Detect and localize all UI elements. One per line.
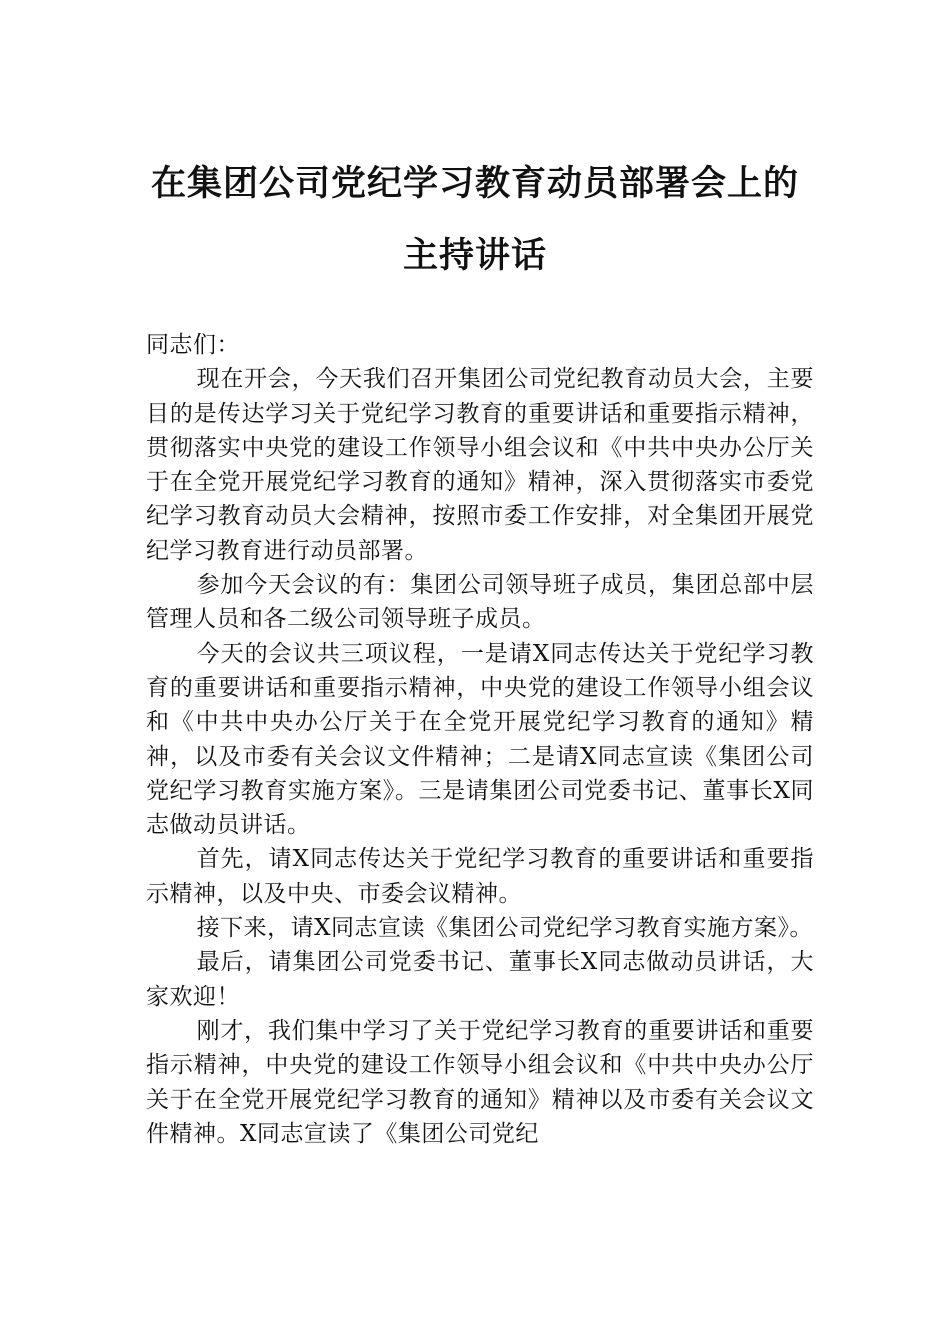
paragraph-summary: 刚才，我们集中学习了关于党纪学习教育的重要讲话和重要指示精神，中央党的建设工作领导小组会议和《中共中央办公厅关于在全党开展党纪学习教育的通知》精神以及市委有关会议文件精神。X同志宣读了《集团公司党纪	[146, 1017, 814, 1147]
salutation: 同志们：	[146, 332, 240, 358]
paragraph-first-item: 首先，请X同志传达关于党纪学习教育的重要讲话和重要指示精神，以及中央、市委会议精神。	[146, 846, 814, 907]
paragraph-second-item: 接下来，请X同志宣读《集团公司党纪学习教育实施方案》。	[196, 915, 813, 942]
document-title-line-2: 主持讲话	[402, 235, 547, 276]
document-body	[146, 328, 814, 1151]
paragraph-agenda: 今天的会议共三项议程，一是请X同志传达关于党纪学习教育的重要讲话和重要指示精神，中央党的建设工作领导小组会议和《中共中央办公厅关于在全党开展党纪学习教育的通知》精神，以及市委有关会议文件精神；二是请X同志宣读《集团公司党纪学习教育实施方案》。三是请集团公司党委书记、董事长X同志做动员讲话。	[146, 640, 814, 839]
paragraph-third-item: 最后，请集团公司党委书记、董事长X同志做动员讲话，大家欢迎！	[146, 949, 814, 1010]
paragraph-opening: 现在开会，今天我们召开集团公司党纪教育动员大会，主要目的是传达学习关于党纪学习教育的重要讲话和重要指示精神，贯彻落实中央党的建设工作领导小组会议和《中共中央办公厅关于在全党开展党纪学习教育的通知》精神，深入贯彻落实市委党纪学习教育动员大会精神，按照市委工作安排，对全集团开展党纪学习教育进行动员部署。	[146, 366, 814, 564]
document-title-line-1: 在集团公司党纪学习教育动员部署会上的	[150, 163, 799, 204]
paragraph-attendees: 参加今天会议的有：集团公司领导班子成员，集团总部中层管理人员和各二级公司领导班子成员。	[146, 572, 814, 633]
